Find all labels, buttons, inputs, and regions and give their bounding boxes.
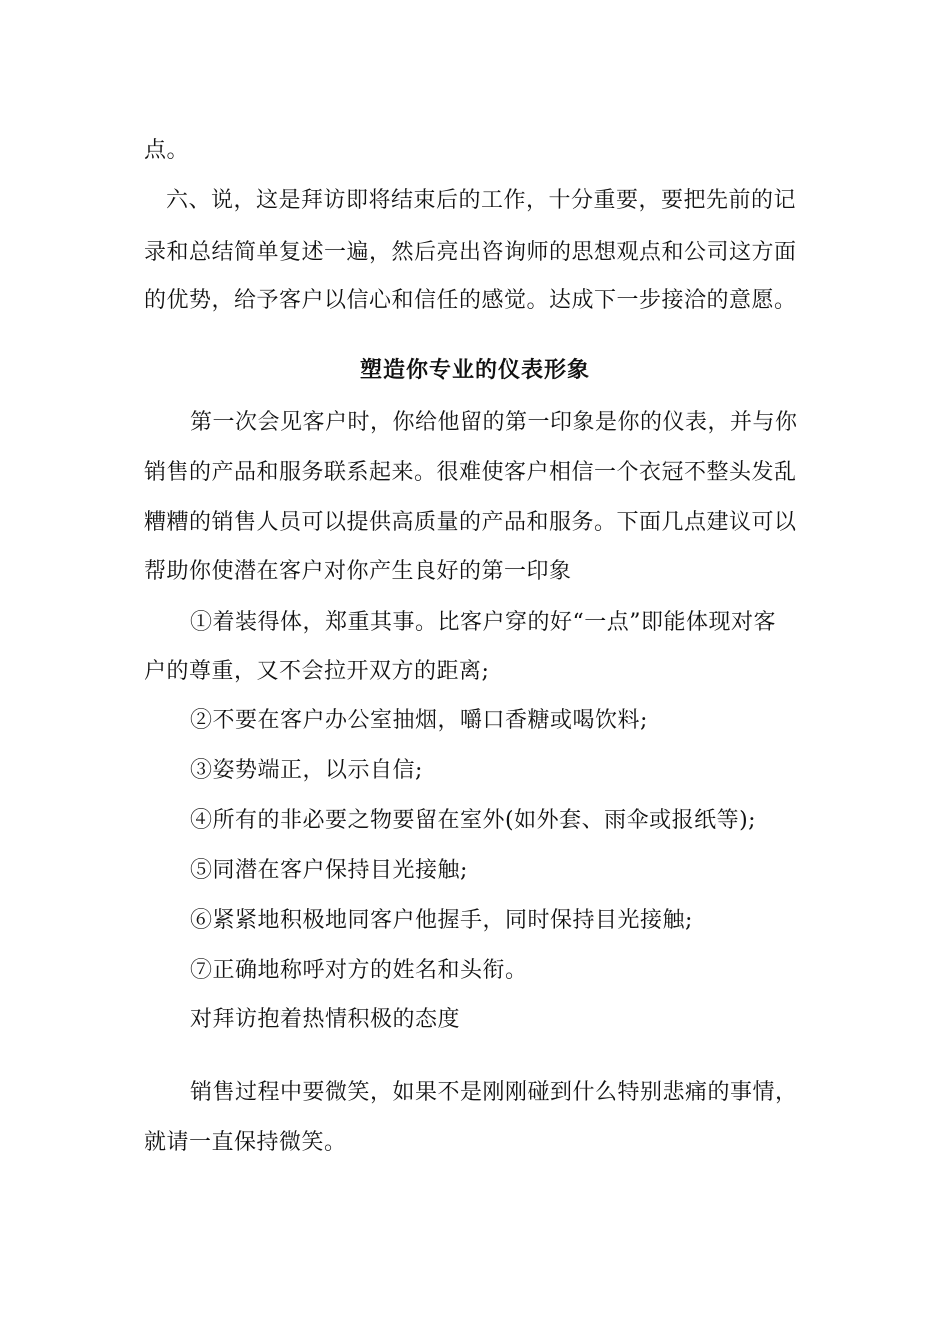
smile-line-1: 销售过程中要微笑，如果不是刚刚碰到什么特别悲痛的事情，	[190, 1080, 798, 1105]
para6-line-2: 录和总结简单复述一遍，然后亮出咨询师的思想观点和公司这方面	[144, 240, 797, 265]
tip-2: ②不要在客户办公室抽烟，嚼口香糖或喝饮料;	[190, 708, 648, 733]
first-meet-line-3: 糟糟的销售人员可以提供高质量的产品和服务。下面几点建议可以	[144, 510, 797, 535]
para6-line-3: 的优势，给予客户以信心和信任的感觉。达成下一步接洽的意愿。	[144, 288, 797, 313]
first-meet-line-1: 第一次会见客户时，你给他留的第一印象是你的仪表，并与你	[190, 410, 798, 435]
tip-1-line-1: ①着装得体，郑重其事。比客户穿的好“一点”即能体现对客	[190, 610, 776, 635]
tip-1-line-2: 户的尊重，又不会拉开双方的距离;	[144, 659, 490, 684]
tip-4: ④所有的非必要之物要留在室外(如外套、雨伞或报纸等);	[190, 808, 757, 833]
first-meet-line-2: 销售的产品和服务联系起来。很难使客户相信一个衣冠不整头发乱	[144, 460, 797, 485]
intro-tail-text: 点。	[144, 138, 190, 163]
tip-6: ⑥紧紧地积极地同客户他握手，同时保持目光接触;	[190, 908, 693, 933]
tip-7: ⑦正确地称呼对方的姓名和头衔。	[190, 958, 528, 983]
tip-3: ③姿势端正，以示自信;	[190, 758, 423, 783]
smile-line-2: 就请一直保持微笑。	[144, 1130, 347, 1155]
attitude-heading: 对拜访抱着热情积极的态度	[190, 1007, 461, 1032]
tip-5: ⑤同潜在客户保持目光接触;	[190, 858, 468, 883]
para6-line-1: 六、说，这是拜访即将结束后的工作，十分重要，要把先前的记	[166, 188, 797, 213]
section-title: 塑造你专业的仪表形象	[359, 358, 590, 383]
first-meet-line-4: 帮助你使潜在客户对你产生良好的第一印象	[144, 559, 572, 584]
